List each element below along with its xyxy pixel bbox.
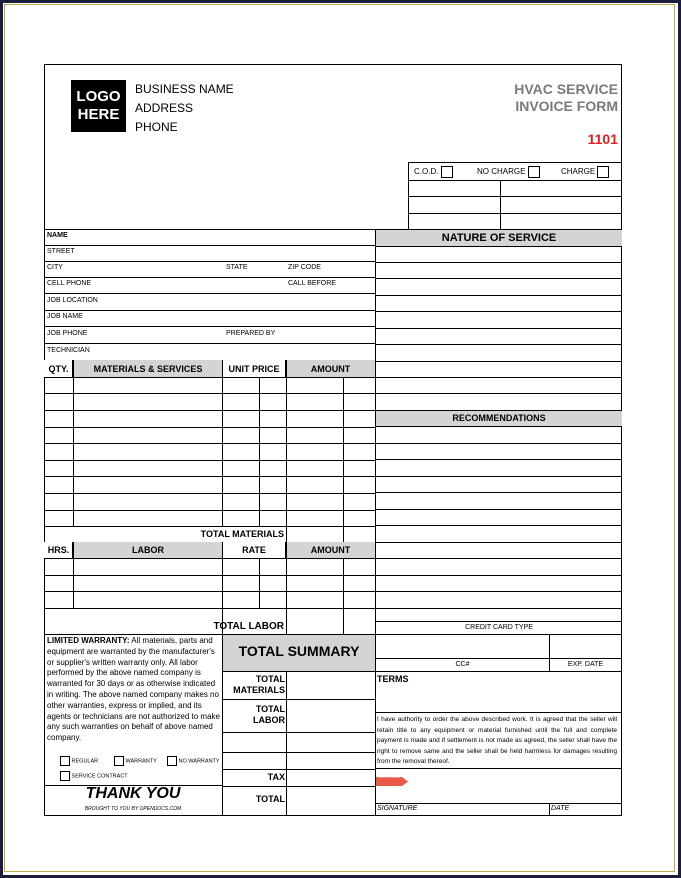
warranty-heading: LIMITED WARRANTY:	[47, 636, 130, 645]
business-address: ADDRESS	[135, 101, 194, 115]
no-warranty-label: NO WARRANTY	[178, 758, 220, 765]
no-charge-checkbox[interactable]	[528, 166, 540, 178]
sign-here-text: SIGN HERE	[378, 774, 401, 779]
limited-warranty-text	[47, 636, 221, 744]
logo-placeholder	[71, 80, 126, 132]
thank-you-text: THANK YOU	[85, 785, 181, 802]
nature-of-service-title: NATURE OF SERVICE	[441, 232, 557, 244]
cod-option[interactable]	[414, 166, 453, 178]
qty-header: QTY.	[48, 364, 69, 374]
terms-label: TERMS	[377, 674, 409, 684]
amount-header: AMOUNT	[310, 364, 351, 374]
charge-label: CHARGE	[561, 167, 596, 177]
warranty-body: All materials, parts and equipment are warranted by the manufacturer's or supplier's written warranty only. All labor performed by the above named company is warranted for 30 days or as otherwise indicated in writing. The above named company makes no other warranties, express or implied, and its agents or technicians are not authorized to make any such warranties on behalf of above named company.	[47, 636, 220, 743]
business-phone: PHONE	[135, 120, 178, 134]
summary-total-materials-line1: TOTAL	[255, 674, 285, 684]
summary-total-labor-line2: LABOR	[253, 715, 285, 725]
brought-by-text: BROUGHT TO YOU BY OPENDOCS.COM	[84, 806, 182, 812]
prepared-by-field[interactable]: PREPARED BY	[226, 330, 276, 337]
invoice-number: 1101	[587, 131, 618, 147]
street-field[interactable]: STREET	[47, 248, 75, 255]
regular-option[interactable]	[60, 756, 98, 766]
job-phone-field[interactable]: JOB PHONE	[47, 330, 88, 337]
cc-number-label[interactable]: CC#	[455, 661, 470, 668]
cod-label: C.O.D.	[414, 167, 439, 177]
logo-text-line1: LOGO	[76, 88, 121, 105]
summary-total-label: TOTAL	[255, 794, 285, 804]
summary-total-labor-label	[223, 704, 285, 726]
logo-text-line2: HERE	[77, 106, 120, 123]
unit-price-header: UNIT PRICE	[228, 364, 280, 374]
no-warranty-checkbox[interactable]	[167, 756, 177, 766]
hrs-header: HRS.	[47, 545, 70, 555]
total-summary-title: TOTAL SUMMARY	[238, 643, 360, 659]
city-field[interactable]: CITY	[47, 264, 63, 271]
no-charge-label: NO CHARGE	[477, 167, 526, 177]
exp-date-label[interactable]: EXP. DATE	[567, 661, 604, 668]
summary-total-labor-line1: TOTAL	[255, 704, 285, 714]
authorization-text: I have authority to order the above described work. It is agreed that the seller will retain title to any equipment or material furnished until the full and complete payment is made and if settlement is not made as agreed, the seller shall have the right to remove same and the seller shall be held harmless for damages resulting from the removal thereof.	[377, 716, 617, 765]
total-labor-label: TOTAL LABOR	[213, 621, 284, 632]
credit-card-type-label[interactable]: CREDIT CARD TYPE	[465, 624, 533, 631]
call-before-field[interactable]: CALL BEFORE	[288, 280, 336, 287]
date-field[interactable]: DATE	[551, 805, 570, 812]
state-field[interactable]: STATE	[226, 264, 248, 271]
rate-header: RATE	[242, 545, 266, 555]
no-warranty-option[interactable]	[167, 756, 220, 766]
cell-phone-field[interactable]: CELL PHONE	[47, 280, 92, 287]
warranty-label: WARRANTY	[125, 758, 157, 765]
no-charge-option[interactable]	[477, 166, 540, 178]
service-contract-option[interactable]	[60, 771, 128, 781]
job-name-field[interactable]: JOB NAME	[47, 313, 83, 320]
technician-field[interactable]: TECHNICIAN	[47, 347, 90, 354]
summary-total-materials-line2: MATERIALS	[233, 685, 285, 695]
name-field[interactable]: NAME	[47, 232, 68, 239]
job-location-field[interactable]: JOB LOCATION	[47, 297, 98, 304]
labor-header: LABOR	[132, 545, 164, 555]
service-contract-label: SERVICE CONTRACT	[71, 773, 128, 780]
business-name: BUSINESS NAME	[135, 82, 234, 96]
cod-checkbox[interactable]	[441, 166, 453, 178]
warranty-checkbox[interactable]	[114, 756, 124, 766]
service-contract-checkbox[interactable]	[60, 771, 70, 781]
materials-services-header: MATERIALS & SERVICES	[93, 364, 203, 374]
charge-checkbox[interactable]	[597, 166, 609, 178]
recommendations-title: RECOMMENDATIONS	[452, 413, 546, 423]
labor-amount-header: AMOUNT	[310, 545, 351, 555]
form-title-line1: HVAC SERVICE	[514, 81, 618, 97]
total-materials-label: TOTAL MATERIALS	[200, 529, 284, 539]
regular-checkbox[interactable]	[60, 756, 70, 766]
warranty-option[interactable]	[114, 756, 157, 766]
signature-field[interactable]: SIGNATURE	[377, 805, 418, 812]
summary-total-materials-label	[223, 674, 285, 696]
form-title-line2: INVOICE FORM	[515, 98, 618, 114]
summary-tax-label: TAX	[267, 772, 285, 782]
regular-label: REGULAR	[71, 758, 99, 765]
charge-option[interactable]	[561, 166, 609, 178]
zip-field[interactable]: ZIP CODE	[288, 264, 321, 271]
sign-here-tag	[376, 773, 408, 782]
